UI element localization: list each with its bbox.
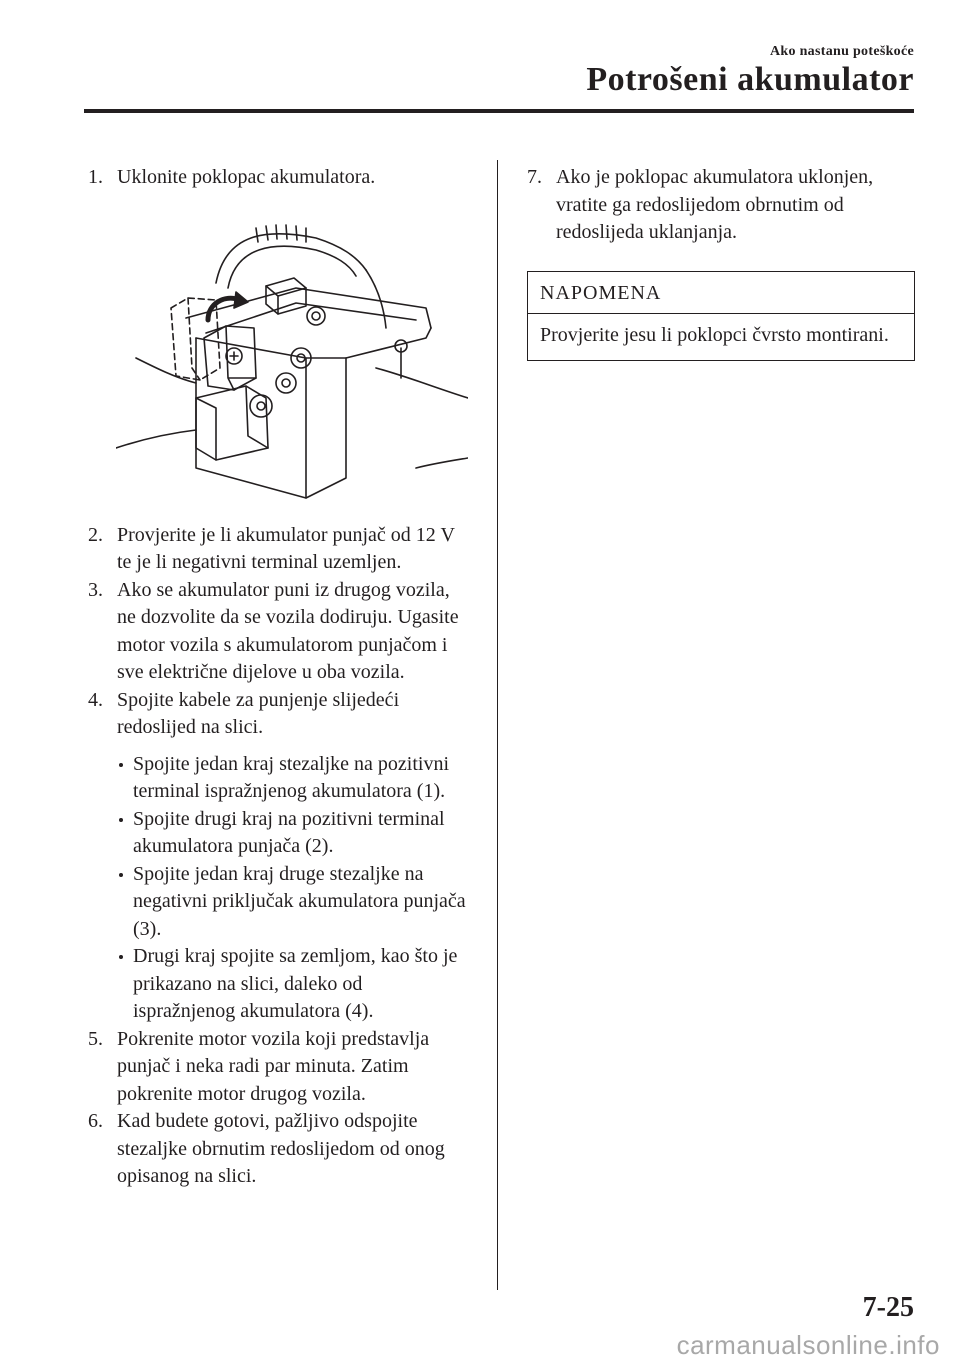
step-4-bullets — [88, 751, 468, 1026]
header-rule — [84, 109, 914, 113]
step-number: 3. — [88, 578, 103, 601]
step-number: 5. — [88, 1027, 103, 1050]
list-item: Drugi kraj spojite sa zemljom, kao što je prikazano na slici, daleko od ispražnjenog akumulatora (4). — [117, 943, 468, 1026]
column-divider — [497, 160, 498, 1290]
step-text: Uklonite poklopac akumulatora. — [117, 166, 376, 188]
step-3 — [88, 577, 468, 687]
step-2 — [88, 522, 468, 577]
step-text: Ako se akumulator puni iz drugog vozila, ne dozvolite da se vozila dodiruju. Ugasite motor vozila s akumulatorom punjačom i sve električne dijelove u oba vozila. — [117, 578, 459, 683]
step-4 — [88, 687, 468, 742]
step-text: Spojite kabele za punjenje slijedeći redoslijed na slici. — [117, 688, 400, 738]
step-text: Kad budete gotovi, pažljivo odspojite stezaljke obrnutim redoslijedom od onog opisanog na slici. — [117, 1110, 445, 1187]
page-title: Potrošeni akumulator — [586, 61, 914, 98]
step-number: 6. — [88, 1110, 103, 1132]
list-item: Spojite jedan kraj stezaljke na pozitivni terminal ispražnjenog akumulatora (1). — [117, 751, 468, 806]
list-item: Spojite drugi kraj na pozitivni terminal akumulatora punjača (2). — [117, 806, 468, 861]
step-number: 7. — [527, 166, 542, 188]
watermark: carmanualsonline.info — [676, 1330, 940, 1360]
note-body: Provjerite jesu li poklopci čvrsto montirani. — [540, 324, 889, 346]
page-number: 7-25 — [862, 1292, 914, 1323]
step-number: 1. — [88, 166, 103, 188]
step-number: 2. — [88, 523, 103, 546]
left-column — [88, 164, 468, 1191]
step-7 — [527, 164, 917, 247]
step-text: Provjerite je li akumulator punjač od 12 V te je li negativni terminal uzemljen. — [117, 523, 455, 573]
list-item: Spojite jedan kraj druge stezaljke na negativni priključak akumulatora punjača (3). — [117, 861, 468, 944]
step-number: 4. — [88, 688, 103, 711]
step-text: Pokrenite motor vozila koji predstavlja punjač i neka radi par minuta. Zatim pokrenite motor drugog vozila. — [117, 1027, 430, 1105]
bullet-dot-icon — [119, 955, 123, 959]
battery-cover-illustration — [116, 208, 468, 508]
bullet-dot-icon — [119, 873, 123, 877]
right-column — [527, 164, 917, 361]
step-1 — [88, 164, 468, 192]
note-box — [527, 271, 915, 361]
step-6 — [88, 1108, 468, 1191]
bullet-dot-icon — [119, 763, 123, 767]
note-heading: NAPOMENA — [528, 272, 914, 315]
step-text: Ako je poklopac akumulatora uklonjen, vratite ga redoslijedom obrnutim od redoslijeda uklanjanja. — [556, 166, 874, 243]
section-label: Ako nastanu poteškoće — [770, 44, 914, 59]
step-5 — [88, 1026, 468, 1109]
bullet-dot-icon — [119, 818, 123, 822]
